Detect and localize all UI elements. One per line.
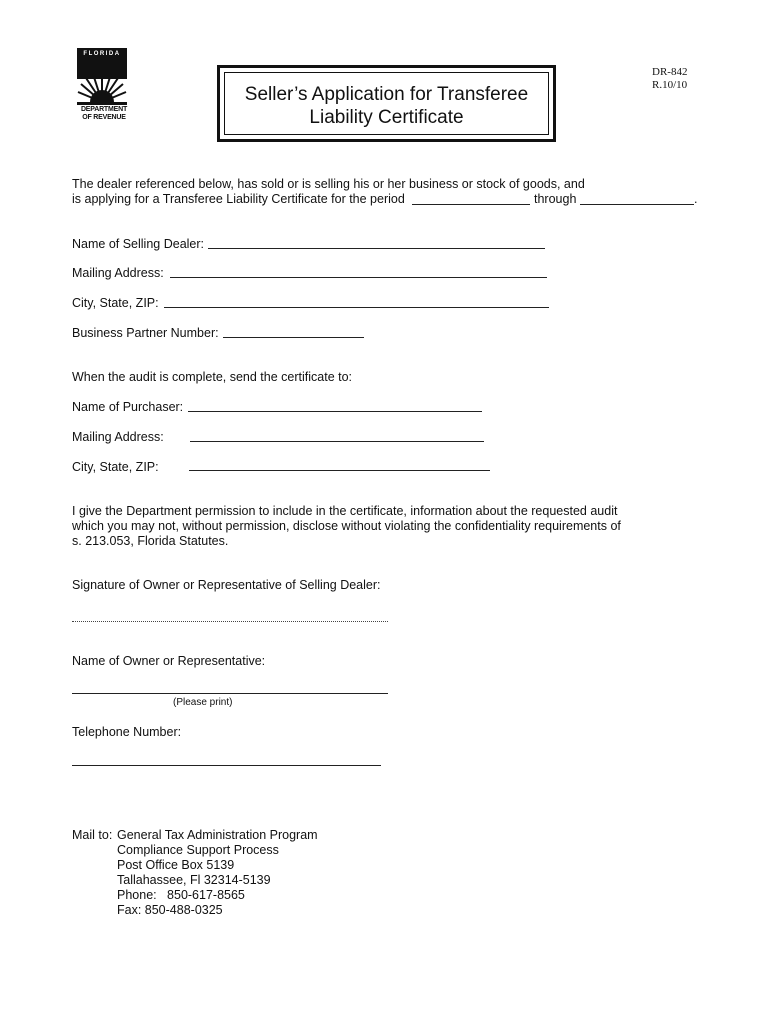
permission-line-1: I give the Department permission to include in the certificate, information about the requested audit bbox=[72, 504, 618, 518]
mail-address-line: Phone: 850-617-8565 bbox=[117, 888, 245, 902]
owner-name-label: Name of Owner or Representative: bbox=[72, 654, 266, 668]
selling-dealer-label: Name of Selling Dealer: bbox=[72, 237, 205, 251]
form-title-box bbox=[217, 65, 556, 142]
please-print-hint: (Please print) bbox=[173, 697, 233, 708]
permission-line-3: s. 213.053, Florida Statutes. bbox=[72, 534, 229, 548]
mail-to-label: Mail to: bbox=[72, 828, 113, 842]
mail-address-block bbox=[117, 828, 318, 918]
mail-address-line: Tallahassee, Fl 32314-5139 bbox=[117, 873, 271, 887]
signature-field[interactable] bbox=[72, 621, 388, 622]
period-end-punct: . bbox=[694, 192, 698, 206]
logo-state-text: FLORIDA bbox=[83, 51, 121, 57]
form-title bbox=[225, 83, 548, 129]
seller-mailing-field[interactable] bbox=[170, 277, 547, 278]
form-title-line-2: Liability Certificate bbox=[309, 107, 464, 128]
partner-number-label: Business Partner Number: bbox=[72, 326, 219, 340]
period-start-field[interactable] bbox=[412, 204, 530, 205]
purchaser-city-label: City, State, ZIP: bbox=[72, 460, 159, 474]
telephone-field[interactable] bbox=[72, 765, 381, 766]
purchaser-name-label: Name of Purchaser: bbox=[72, 400, 184, 414]
certificate-recipient-heading: When the audit is complete, send the certificate to: bbox=[72, 370, 353, 384]
seller-city-label: City, State, ZIP: bbox=[72, 296, 159, 310]
form-number-block bbox=[652, 66, 687, 92]
sunburst-icon bbox=[77, 68, 127, 106]
form-title-line-1: Seller’s Application for Transferee bbox=[244, 84, 529, 105]
logo-department-text: DEPARTMENT OF REVENUE bbox=[80, 106, 128, 121]
mail-address-line: Compliance Support Process bbox=[117, 843, 279, 857]
selling-dealer-field[interactable] bbox=[208, 248, 545, 249]
mail-address-line: Post Office Box 5139 bbox=[117, 858, 235, 872]
owner-name-field[interactable] bbox=[72, 693, 388, 694]
through-label: through bbox=[534, 192, 577, 206]
telephone-label: Telephone Number: bbox=[72, 725, 182, 739]
permission-line-2: which you may not, without permission, disclose without violating the confidentiality requirements of bbox=[72, 519, 621, 533]
partner-number-field[interactable] bbox=[223, 337, 364, 338]
purchaser-name-field[interactable] bbox=[188, 411, 482, 412]
purchaser-city-field[interactable] bbox=[189, 470, 490, 471]
form-revision: R.10/10 bbox=[652, 79, 688, 91]
seller-mailing-label: Mailing Address: bbox=[72, 266, 164, 280]
florida-dor-logo bbox=[77, 48, 127, 128]
seller-city-field[interactable] bbox=[164, 307, 549, 308]
purchaser-mailing-label: Mailing Address: bbox=[72, 430, 164, 444]
intro-line-2: is applying for a Transferee Liability Certificate for the period bbox=[72, 192, 405, 206]
purchaser-mailing-field[interactable] bbox=[190, 441, 484, 442]
intro-line-1: The dealer referenced below, has sold or is selling his or her business or stock of goods, and bbox=[72, 177, 585, 191]
mail-address-line: Fax: 850-488-0325 bbox=[117, 903, 223, 917]
mail-address-line: General Tax Administration Program bbox=[117, 828, 318, 842]
period-end-field[interactable] bbox=[580, 204, 694, 205]
signature-label: Signature of Owner or Representative of Selling Dealer: bbox=[72, 578, 381, 592]
form-number: DR-842 bbox=[652, 66, 688, 78]
